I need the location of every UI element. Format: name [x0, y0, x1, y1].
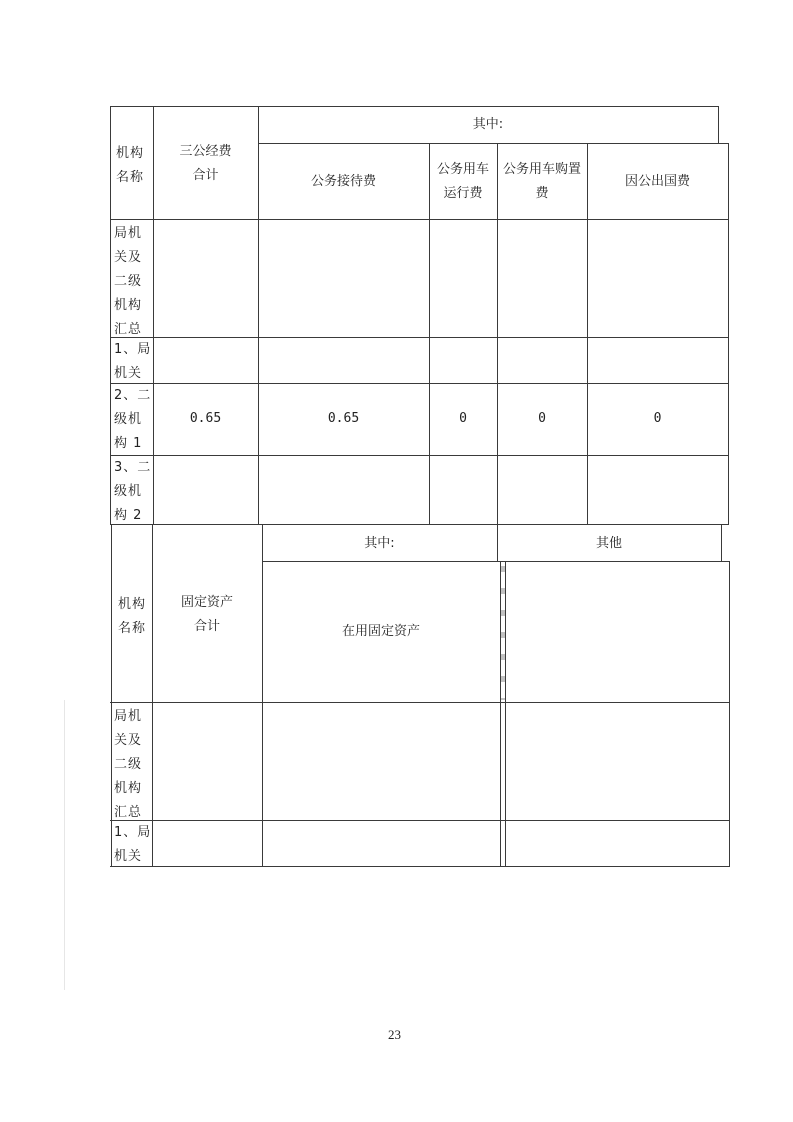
scan-edge: [64, 700, 65, 990]
header-three-public-total: 三公经费 合计: [179, 144, 232, 183]
cell-vehicle-purchase-value: 0: [538, 411, 546, 426]
cell-reception-value: 0.65: [327, 411, 360, 426]
header-overseas-travel-fee: 因公出国费: [624, 174, 690, 189]
row-label-sub-org-2: 3、二 级机 构 2: [114, 460, 152, 523]
page-number: 23: [388, 1027, 401, 1042]
cell-overseas-travel-value: 0: [653, 411, 662, 426]
header-assets-in-use: 在用固定资产: [341, 624, 420, 639]
header-org-name: 机构 名称: [116, 146, 145, 185]
row-label-summary-2: 局机 关及 二级 机构 汇总: [114, 709, 143, 820]
header-of-which-2: 其中:: [364, 536, 395, 551]
header-fixed-assets-total: 固定资产 合计: [180, 595, 233, 634]
row-label-sub-org-1: 2、二 级机 构 1: [114, 388, 152, 451]
header-org-name-2: 机构 名称: [118, 597, 147, 636]
cell-total-value: 0.65: [189, 411, 222, 426]
header-vehicle-purchase-fee: 公务用车购置 费: [502, 162, 581, 201]
header-vehicle-operation-fee: 公务用车 运行费: [436, 162, 489, 201]
row-label-bureau-2: 1、局 机关: [114, 825, 152, 864]
scan-artifact: [501, 566, 505, 700]
header-of-which: 其中:: [472, 117, 504, 132]
row-label-bureau: 1、局 机关: [114, 342, 152, 381]
header-other: 其他: [595, 536, 622, 551]
cell-vehicle-operation-value: 0: [459, 411, 467, 426]
header-reception-fee: 公务接待费: [310, 174, 376, 189]
row-label-summary: 局机 关及 二级 机构 汇总: [114, 226, 143, 337]
